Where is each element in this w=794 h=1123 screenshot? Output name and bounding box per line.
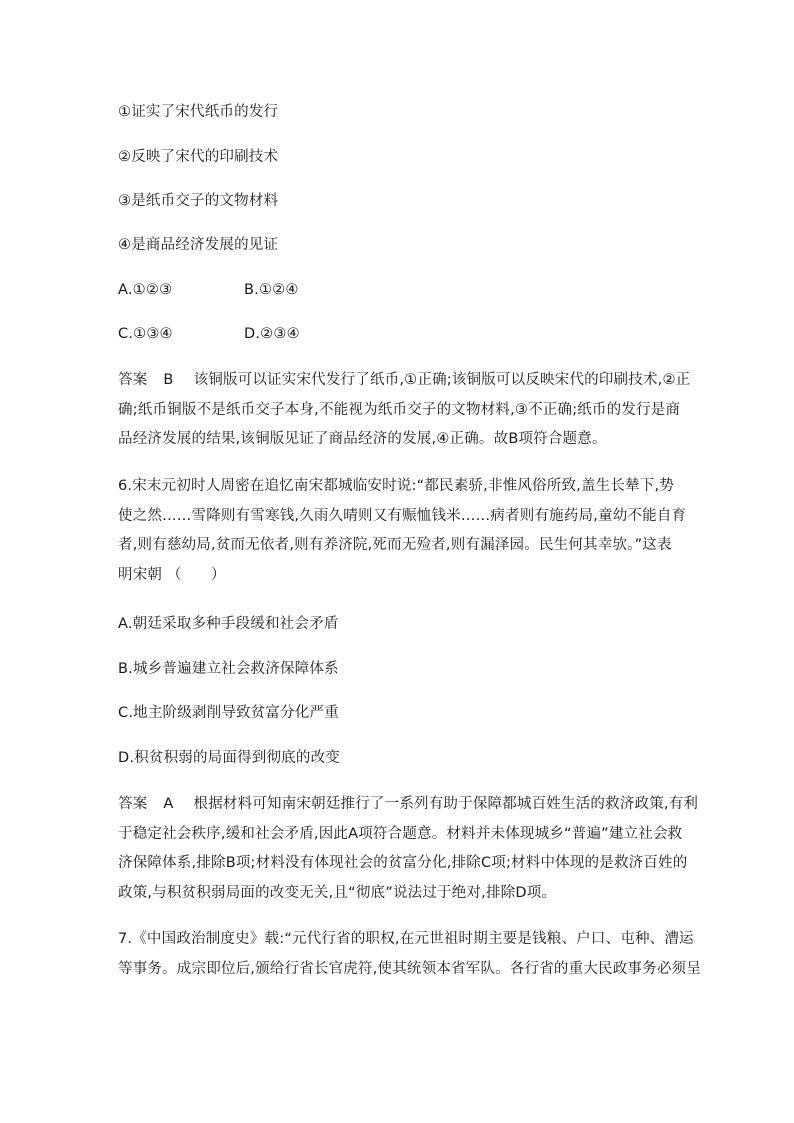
statement-2: ②反映了宋代的印刷技术 — [118, 149, 279, 165]
q5-answer — [118, 366, 691, 455]
answer-label: 答案 — [118, 372, 148, 388]
q6-option-b: B.城乡普遍建立社会救济保障体系 — [118, 661, 339, 677]
q6-option-a: A.朝廷采取多种手段缓和社会矛盾 — [118, 616, 339, 632]
answer-line: 根据材料可知南宋朝廷推行了一系列有助于保障都城百姓生活的救济政策,有利 — [193, 796, 699, 812]
q6-answer — [118, 790, 699, 908]
q5-option-b: B.①②④ — [244, 282, 299, 298]
answer-line: 政策,与积贫积弱局面的改变无关,且“彻底”说法过于绝对,排除D项。 — [118, 884, 557, 901]
q5-option-c: C.①③④ — [118, 326, 173, 342]
q6-stem-line: 者,则有慈幼局,贫而无依者,则有养济院,死而无殓者,则有漏泽园。民生何其幸欤。”这表 — [118, 537, 672, 553]
q5-option-a: A.①②③ — [118, 282, 173, 298]
answer-key: A — [163, 796, 174, 812]
q6-option-c: C.地主阶级剥削导致贫富分化严重 — [118, 705, 339, 721]
answer-line: 该铜版可以证实宋代发行了纸币,①正确;该铜版可以反映宋代的印刷技术,②正 — [193, 372, 691, 388]
answer-line: 济保障体系,排除B项;材料没有体现社会的贫富分化,排除C项;材料中体现的是救济百姓的 — [118, 855, 688, 871]
q7-stem — [118, 925, 701, 984]
q7-stem-line: 7.《中国政治制度史》载:“元代行省的职权,在元世祖时期主要是钱粮、户口、屯种、漕运 — [118, 931, 694, 947]
q5-option-d: D.②③④ — [244, 326, 300, 342]
answer-line: 确;纸币铜版不是纸币交子本身,不能视为纸币交子的文物材料,③不正确;纸币的发行是商 — [118, 401, 681, 418]
q6-stem — [118, 472, 687, 590]
answer-line: 于稳定社会秩序,缓和社会矛盾,因此A项符合题意。材料并未体现城乡“普遍”建立社会救 — [118, 825, 683, 842]
answer-line: 品经济发展的结果,该铜版见证了商品经济的发展,④正确。故B项符合题意。 — [118, 431, 607, 447]
statement-3: ③是纸币交子的文物材料 — [118, 193, 279, 209]
q6-option-d: D.积贫积弱的局面得到彻底的改变 — [118, 750, 340, 766]
answer-label: 答案 — [118, 796, 148, 812]
statement-1: ①证实了宋代纸币的发行 — [118, 104, 279, 120]
statement-4: ④是商品经济发展的见证 — [118, 237, 279, 253]
q6-stem-line: 使之然……雪降则有雪寒钱,久雨久晴则又有赈恤钱米……病者则有施药局,童幼不能自育 — [118, 507, 687, 524]
answer-key: B — [163, 372, 174, 388]
q6-stem-line: 明宋朝 （ ） — [118, 566, 226, 583]
q6-stem-line: 6.宋末元初时人周密在追忆南宋都城临安时说:“都民素骄,非惟风俗所致,盖生长辇下,势 — [118, 478, 674, 494]
q7-stem-line: 等事务。成宗即位后,颁给行省长官虎符,使其统领本省军队。各行省的重大民政事务必须呈 — [118, 960, 701, 977]
